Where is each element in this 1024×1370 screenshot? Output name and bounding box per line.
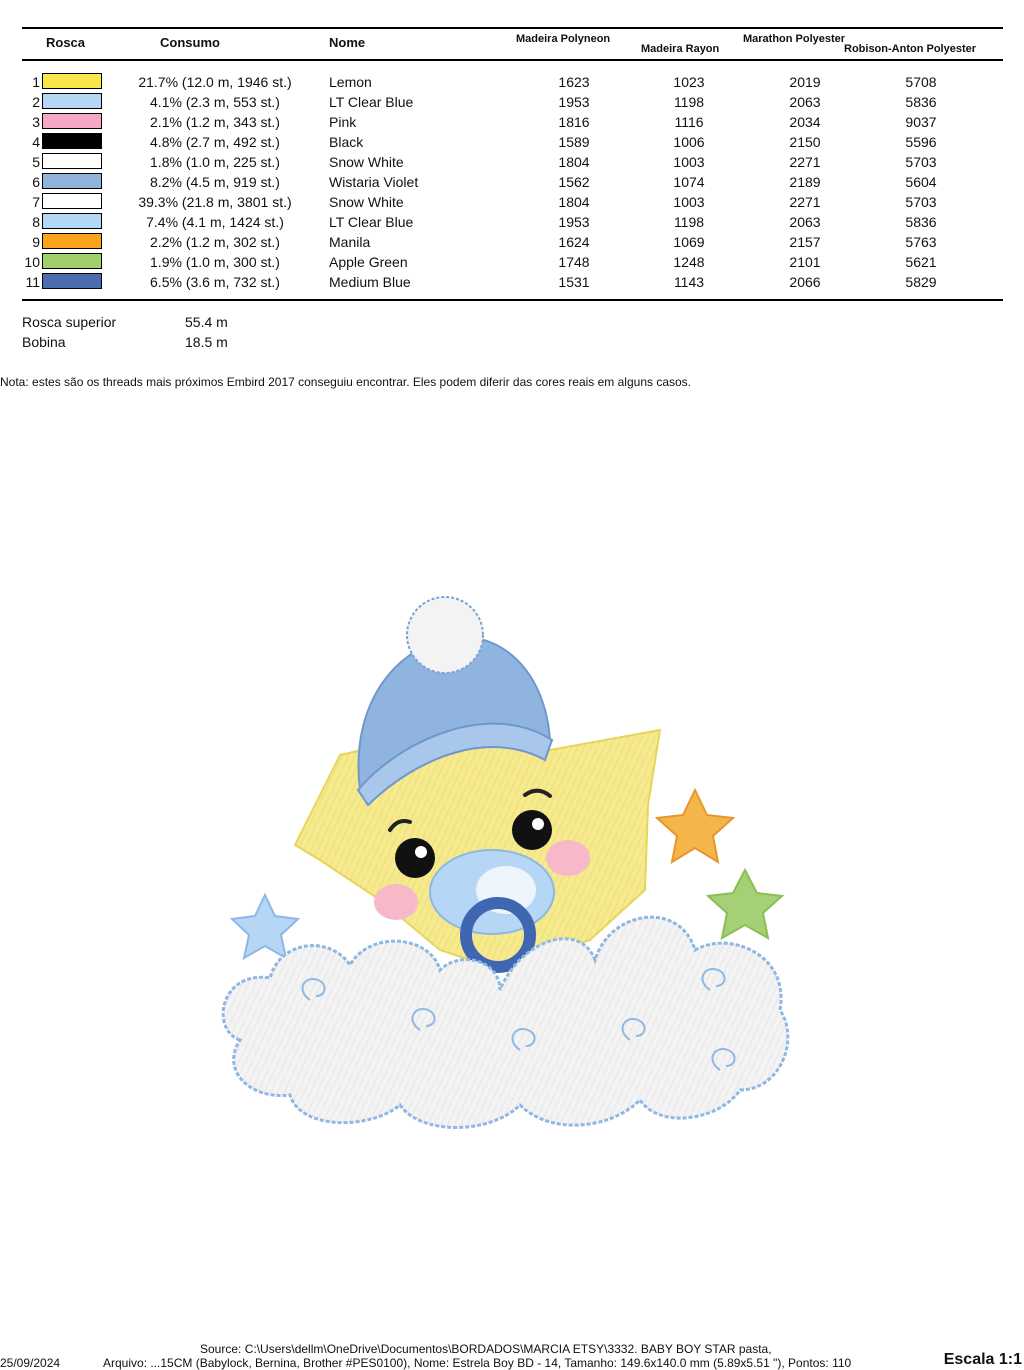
thread-color-swatch [42, 253, 102, 269]
thread-nome: Snow White [329, 154, 404, 170]
table-row [0, 172, 1024, 192]
thread-marathon: 2150 [789, 134, 821, 150]
thread-madeira-rayon: 1143 [673, 274, 705, 290]
thread-marathon: 2101 [789, 254, 821, 270]
scale-label: Escala 1:1 [943, 1351, 1022, 1368]
table-row [0, 272, 1024, 292]
thread-color-swatch [42, 133, 102, 149]
thread-madeira-rayon: 1074 [673, 174, 705, 190]
thread-color-swatch [42, 93, 102, 109]
thread-robison: 5621 [905, 254, 937, 270]
thread-madeira-polyneon: 1804 [558, 154, 590, 170]
thread-color-swatch [42, 193, 102, 209]
thread-color-swatch [42, 273, 102, 289]
thread-madeira-polyneon: 1531 [558, 274, 590, 290]
thread-robison: 5596 [905, 134, 937, 150]
table-row [0, 92, 1024, 112]
thread-nome: Apple Green [329, 254, 408, 270]
thread-madeira-rayon: 1116 [674, 114, 704, 130]
header-rosca: Rosca [46, 35, 86, 50]
thread-madeira-rayon: 1023 [673, 74, 705, 90]
thread-consumo: 39.3% (21.8 m, 3801 st.) [138, 194, 292, 210]
thread-consumo: 2.1% (1.2 m, 343 st.) [150, 114, 280, 130]
thread-robison: 5836 [905, 94, 937, 110]
thread-consumo: 4.8% (2.7 m, 492 st.) [150, 134, 280, 150]
thread-marathon: 2157 [789, 234, 821, 250]
header-robison: Robison-Anton Polyester [844, 43, 977, 55]
thread-consumo: 21.7% (12.0 m, 1946 st.) [138, 74, 292, 90]
table-row [0, 72, 1024, 92]
thread-marathon: 2271 [789, 194, 821, 210]
thread-color-swatch [42, 233, 102, 249]
thread-robison: 5829 [905, 274, 937, 290]
thread-nome: Lemon [329, 74, 372, 90]
summary-rosca-label: Rosca superior [22, 314, 117, 330]
summary-bobina-label: Bobina [22, 334, 66, 350]
thread-number: 1 [32, 74, 40, 90]
embroidery-design [200, 590, 820, 1150]
star-body [295, 730, 660, 970]
thread-madeira-polyneon: 1804 [558, 194, 590, 210]
table-row [0, 132, 1024, 152]
thread-consumo: 2.2% (1.2 m, 302 st.) [150, 234, 280, 250]
thread-nome: LT Clear Blue [329, 214, 414, 230]
thread-madeira-rayon: 1003 [673, 154, 705, 170]
thread-number: 2 [32, 94, 40, 110]
thread-robison: 5703 [905, 154, 937, 170]
thread-number: 11 [25, 274, 40, 290]
footer-arquivo: Arquivo: ...15CM (Babylock, Bernina, Brother #PES0100), Nome: Estrela Boy BD - 14, Tamanho: 149.6x140.0 mm (5.89x5.51 "), Pontos: 110 [103, 1356, 852, 1370]
table-row [0, 232, 1024, 252]
thread-madeira-rayon: 1198 [673, 94, 705, 110]
small-star-blue [232, 895, 298, 958]
thread-madeira-polyneon: 1953 [558, 214, 590, 230]
table-bottom-rule [22, 299, 1003, 301]
thread-color-swatch [42, 173, 102, 189]
thread-number: 4 [32, 134, 40, 150]
thread-madeira-polyneon: 1816 [558, 114, 590, 130]
thread-color-swatch [42, 153, 102, 169]
thread-color-swatch [42, 113, 102, 129]
thread-color-swatch [42, 213, 102, 229]
thread-nome: Medium Blue [329, 274, 411, 290]
thread-number: 6 [32, 174, 40, 190]
thread-number: 3 [32, 114, 40, 130]
footer-source: Source: C:\Users\dellm\OneDrive\Documentos\BORDADOS\MARCIA ETSY\3332. BABY BOY STAR pasta, [200, 1342, 772, 1356]
small-star-green [708, 870, 782, 938]
thread-number: 10 [24, 254, 40, 270]
thread-number: 8 [32, 214, 40, 230]
thread-robison: 5703 [905, 194, 937, 210]
thread-madeira-polyneon: 1623 [558, 74, 590, 90]
thread-number: 9 [32, 234, 40, 250]
small-star-orange [657, 790, 733, 862]
thread-marathon: 2189 [789, 174, 821, 190]
thread-nome: Wistaria Violet [329, 174, 419, 190]
thread-madeira-polyneon: 1748 [558, 254, 590, 270]
thread-madeira-polyneon: 1589 [558, 134, 590, 150]
thread-madeira-rayon: 1003 [673, 194, 705, 210]
thread-marathon: 2019 [789, 74, 821, 90]
summary-bobina-value: 18.5 m [185, 334, 228, 350]
note-text: Nota: estes são os threads mais próximos Embird 2017 conseguiu encontrar. Eles podem diferir das cores reais em alguns casos. [0, 375, 692, 389]
thread-robison: 5708 [905, 74, 937, 90]
header-consumo: Consumo [160, 35, 220, 50]
thread-nome: Manila [329, 234, 371, 250]
thread-marathon: 2066 [789, 274, 821, 290]
thread-madeira-rayon: 1248 [673, 254, 705, 270]
thread-color-swatch [42, 73, 102, 89]
thread-robison: 5604 [905, 174, 937, 190]
thread-nome: LT Clear Blue [329, 94, 414, 110]
thread-consumo: 4.1% (2.3 m, 553 st.) [150, 94, 280, 110]
thread-marathon: 2271 [789, 154, 821, 170]
thread-robison: 9037 [905, 114, 937, 130]
header-nome: Nome [329, 35, 366, 50]
thread-madeira-polyneon: 1624 [558, 234, 590, 250]
thread-robison: 5763 [905, 234, 937, 250]
thread-consumo: 1.9% (1.0 m, 300 st.) [150, 254, 280, 270]
thread-consumo: 7.4% (4.1 m, 1424 st.) [146, 214, 284, 230]
thread-madeira-rayon: 1006 [673, 134, 705, 150]
footer-date: 25/09/2024 [0, 1356, 61, 1370]
thread-madeira-polyneon: 1562 [558, 174, 590, 190]
table-row [0, 252, 1024, 272]
thread-consumo: 8.2% (4.5 m, 919 st.) [150, 174, 280, 190]
thread-number: 5 [32, 154, 40, 170]
thread-marathon: 2034 [789, 114, 821, 130]
table-row [0, 112, 1024, 132]
thread-marathon: 2063 [789, 94, 821, 110]
summary-rosca-value: 55.4 m [185, 314, 228, 330]
header-madeira-polyneon: Madeira Polyneon [516, 33, 611, 45]
thread-consumo: 1.8% (1.0 m, 225 st.) [150, 154, 280, 170]
thread-nome: Snow White [329, 194, 404, 210]
table-row [0, 212, 1024, 232]
thread-madeira-rayon: 1069 [673, 234, 705, 250]
thread-nome: Black [329, 134, 364, 150]
header-madeira-rayon: Madeira Rayon [641, 43, 720, 55]
thread-number: 7 [32, 194, 40, 210]
thread-madeira-polyneon: 1953 [558, 94, 590, 110]
thread-madeira-rayon: 1198 [673, 214, 705, 230]
thread-marathon: 2063 [789, 214, 821, 230]
thread-robison: 5836 [905, 214, 937, 230]
thread-consumo: 6.5% (3.6 m, 732 st.) [150, 274, 280, 290]
table-header-rule [22, 59, 1003, 61]
table-top-rule [22, 27, 1003, 29]
thread-nome: Pink [329, 114, 357, 130]
table-row [0, 192, 1024, 212]
header-marathon: Marathon Polyester [743, 33, 846, 45]
table-row [0, 152, 1024, 172]
